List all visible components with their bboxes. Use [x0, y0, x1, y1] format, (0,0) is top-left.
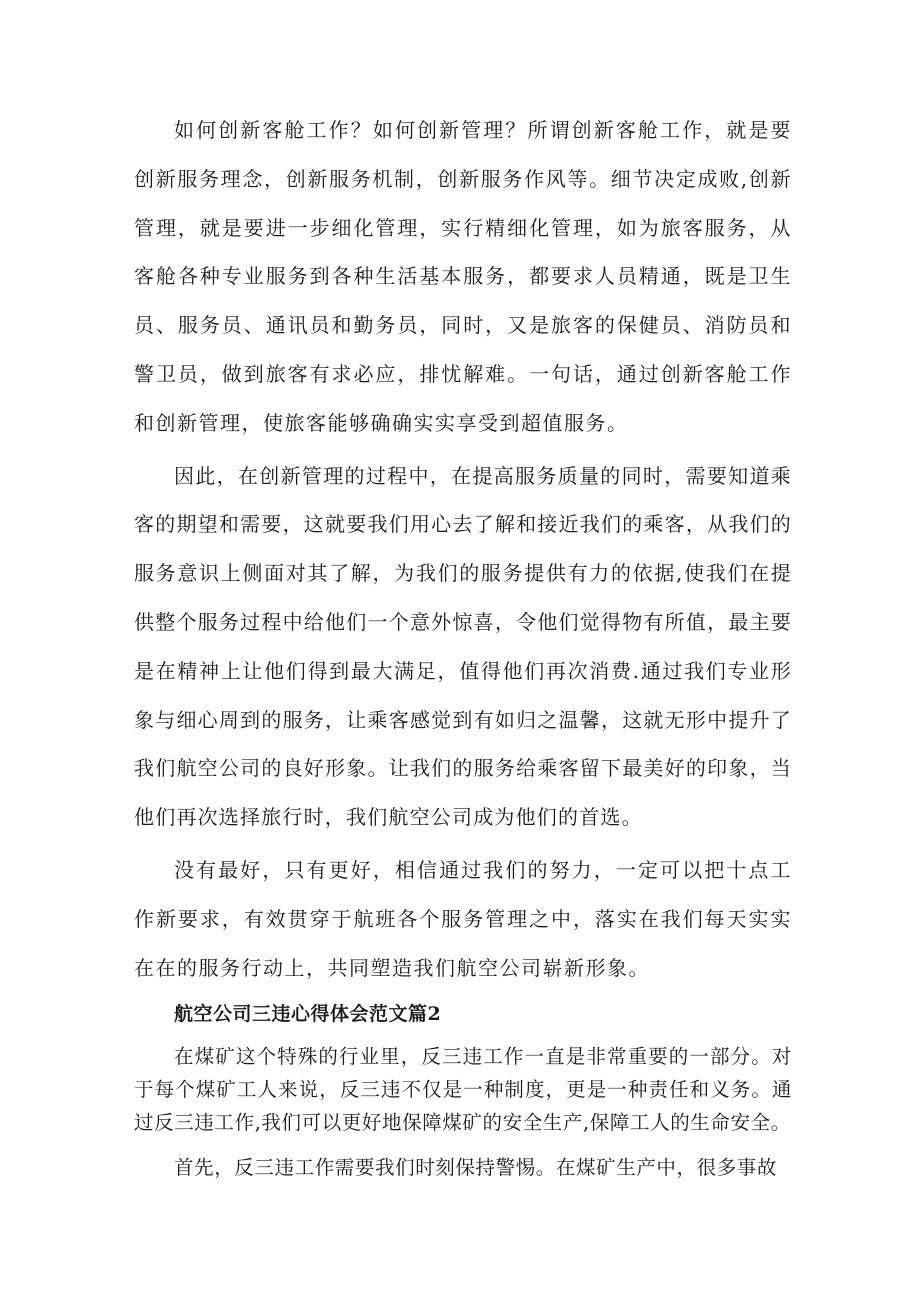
document-body	[134, 106, 792, 1184]
paragraph-conclusion: 没有最好，只有更好，相信通过我们的努力，一定可以把十点工作新要求，有效贯穿于航班各个服务管理之中，落实在我们每天实实在在的服务行动上，共同塑造我们航空公司崭新形象。	[134, 857, 792, 980]
paragraph-coal-mine-intro: 在煤矿这个特殊的行业里，反三违工作一直是非常重要的一部分。对于每个煤矿工人来说，反三违不仅是一种制度，更是一种责任和义务。通过反三违工作,我们可以更好地保障煤矿的安全生产,保障工人的生命安全。	[134, 1045, 792, 1135]
section-2	[134, 996, 792, 1184]
paragraph-cabin-innovation: 如何创新客舱工作？如何创新管理？所谓创新客舱工作，就是要创新服务理念，创新服务机制，创新服务作风等。细节决定成败,创新管理，就是要进一步细化管理，实行精细化管理，如为旅客服务，从客舱各种专业服务到各种生活基本服务，都要求人员精通，既是卫生员、服务员、通讯员和勤务员，同时，又是旅客的保健员、消防员和警卫员，做到旅客有求必应，排忧解难。一句话，通过创新客舱工作和创新管理，使旅客能够确确实实享受到超值服务。	[134, 118, 792, 435]
section-title: 航空公司三违心得体会范文篇2	[174, 1003, 442, 1026]
paragraph-passenger-expectations: 因此，在创新管理的过程中，在提高服务质量的同时，需要知道乘客的期望和需要，这就要我们用心去了解和接近我们的乘客，从我们的服务意识上侧面对其了解，为我们的服务提供有力的依据,使我们在提供整个服务过程中给他们一个意外惊喜，令他们觉得物有所值，最主要是在精神上让他们得到最大满足，值得他们再次消费.通过我们专业形象与细心周到的服务，让乘客感觉到有如归之温馨，这就无形中提升了我们航空公司的良好形象。让我们的服务给乘客留下最美好的印象，当他们再次选择旅行时，我们航空公司成为他们的首选。	[134, 463, 792, 830]
paragraph-stay-alert: 首先，反三违工作需要我们时刻保持警惕。在煤矿生产中，很多事故	[174, 1156, 778, 1180]
